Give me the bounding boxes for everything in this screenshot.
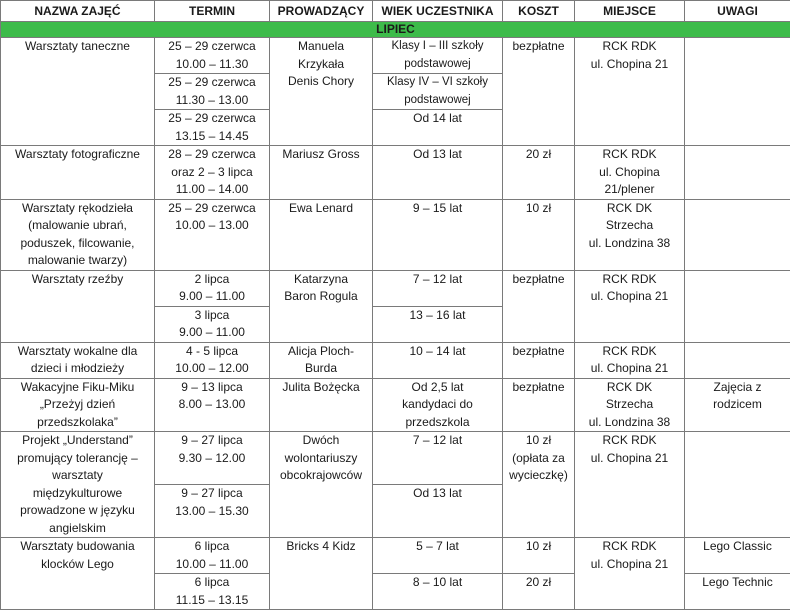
header-notes: UWAGI bbox=[685, 1, 790, 22]
header-term: TERMIN bbox=[155, 1, 270, 22]
cell-text-line: 3 lipca bbox=[157, 307, 267, 325]
cell-cost: bezpłatne bbox=[503, 270, 575, 342]
cell-age: 7 – 12 lat bbox=[373, 270, 503, 306]
cell-text-line: poduszek, filcowanie, bbox=[3, 235, 152, 253]
cell-term bbox=[155, 574, 270, 610]
cell-text-line: 11.15 – 13.15 bbox=[157, 592, 267, 610]
cell-text-line: 9 – 27 lipca bbox=[157, 485, 267, 503]
cell-place bbox=[575, 146, 685, 200]
cell-age bbox=[373, 74, 503, 110]
cell-text-line: RCK RDK bbox=[577, 146, 682, 164]
cell-term bbox=[155, 432, 270, 485]
cell-text-line: klocków Lego bbox=[3, 556, 152, 574]
table-row bbox=[1, 38, 790, 74]
cell-text-line: 25 – 29 czerwca bbox=[157, 200, 267, 218]
cell-text-line: kandydaci do bbox=[375, 396, 500, 414]
cell-text-line: RCK RDK bbox=[577, 538, 682, 556]
cell-age bbox=[373, 38, 503, 74]
table-row bbox=[1, 146, 790, 200]
table-row bbox=[1, 270, 790, 306]
cell-text-line: 6 lipca bbox=[157, 574, 267, 592]
cell-text-line: RCK DK bbox=[577, 200, 682, 218]
header-age: WIEK UCZESTNIKA bbox=[373, 1, 503, 22]
cell-place bbox=[575, 538, 685, 610]
cell-cost: bezpłatne bbox=[503, 378, 575, 432]
cell-text-line: ul. Chopina 21 bbox=[577, 288, 682, 306]
cell-text-line: 9.30 – 12.00 bbox=[157, 450, 267, 468]
cell-text-line: RCK RDK bbox=[577, 343, 682, 361]
cell-term bbox=[155, 538, 270, 574]
cell-text-line: 8.00 – 13.00 bbox=[157, 396, 267, 414]
month-row bbox=[1, 22, 790, 38]
cell-text-line: ul. Chopina 21 bbox=[577, 360, 682, 378]
cell-text-line: 11.30 – 13.00 bbox=[157, 92, 267, 110]
cell-cost: 10 zł bbox=[503, 538, 575, 574]
cell-notes bbox=[685, 432, 790, 538]
cell-text-line: 28 – 29 czerwca bbox=[157, 146, 267, 164]
cell-term bbox=[155, 342, 270, 378]
cell-lead: Julita Bożęcka bbox=[270, 378, 373, 432]
cell-text-line: RCK RDK bbox=[577, 432, 682, 450]
cell-text-line: Wakacyjne Fiku-Miku bbox=[3, 379, 152, 397]
cell-place bbox=[575, 432, 685, 538]
cell-text-line: „Przeżyj dzień bbox=[3, 396, 152, 414]
cell-age: 9 – 15 lat bbox=[373, 199, 503, 270]
cell-text-line: (malowanie ubrań, bbox=[3, 217, 152, 235]
cell-age: Od 13 lat bbox=[373, 485, 503, 538]
cell-text-line: Warsztaty taneczne bbox=[3, 38, 152, 56]
cell-text-line: ul. Chopina 21 bbox=[577, 450, 682, 468]
cell-lead bbox=[270, 342, 373, 378]
cell-notes bbox=[685, 38, 790, 146]
cell-text-line: 6 lipca bbox=[157, 538, 267, 556]
cell-text-line: Alicja Ploch- bbox=[272, 343, 370, 361]
cell-text-line: 10 zł bbox=[505, 432, 572, 450]
cell-text-line: 21/plener bbox=[577, 181, 682, 199]
cell-lead: Bricks 4 Kidz bbox=[270, 538, 373, 610]
cell-text-line: 25 – 29 czerwca bbox=[157, 74, 267, 92]
cell-notes: Lego Technic bbox=[685, 574, 790, 610]
cell-term bbox=[155, 74, 270, 110]
cell-cost: bezpłatne bbox=[503, 38, 575, 146]
cell-place bbox=[575, 270, 685, 342]
cell-notes bbox=[685, 270, 790, 342]
header-place: MIEJSCE bbox=[575, 1, 685, 22]
cell-text-line: malowanie twarzy) bbox=[3, 252, 152, 270]
cell-text-line: ul. Londzina 38 bbox=[577, 235, 682, 253]
cell-text-line: 9.00 – 11.00 bbox=[157, 288, 267, 306]
header-row bbox=[1, 1, 790, 22]
table-row bbox=[1, 199, 790, 270]
cell-age: 5 – 7 lat bbox=[373, 538, 503, 574]
cell-notes bbox=[685, 146, 790, 200]
cell-text-line: Burda bbox=[272, 360, 370, 378]
cell-text-line: 25 – 29 czerwca bbox=[157, 38, 267, 56]
cell-cost bbox=[503, 432, 575, 538]
cell-text-line: angielskim bbox=[3, 520, 152, 538]
cell-lead: Ewa Lenard bbox=[270, 199, 373, 270]
cell-term bbox=[155, 270, 270, 306]
cell-text-line: (opłata za bbox=[505, 450, 572, 468]
cell-name bbox=[1, 342, 155, 378]
cell-text-line: Od 2,5 lat bbox=[375, 379, 500, 397]
cell-age: 8 – 10 lat bbox=[373, 574, 503, 610]
cell-text-line: przedszkola bbox=[375, 414, 500, 432]
cell-name: Warsztaty fotograficzne bbox=[1, 146, 155, 200]
table-row bbox=[1, 538, 790, 574]
cell-text-line: Zajęcia z bbox=[687, 379, 788, 397]
cell-text-line: podstawowej bbox=[375, 92, 500, 110]
cell-text-line: 2 lipca bbox=[157, 271, 267, 289]
table-row bbox=[1, 432, 790, 485]
cell-age: 7 – 12 lat bbox=[373, 432, 503, 485]
cell-text-line: Katarzyna bbox=[272, 271, 370, 289]
cell-name bbox=[1, 38, 155, 146]
cell-term bbox=[155, 485, 270, 538]
cell-text-line: 13.00 – 15.30 bbox=[157, 503, 267, 521]
cell-text-line: Baron Rogula bbox=[272, 288, 370, 306]
cell-text-line: obcokrajowców bbox=[272, 467, 370, 485]
cell-text-line: ul. Chopina bbox=[577, 164, 682, 182]
cell-cost: 20 zł bbox=[503, 146, 575, 200]
cell-text-line: Warsztaty budowania bbox=[3, 538, 152, 556]
table-row bbox=[1, 342, 790, 378]
cell-text-line: 10.00 – 12.00 bbox=[157, 360, 267, 378]
cell-text-line: rodzicem bbox=[687, 396, 788, 414]
cell-text-line: Klasy IV – VI szkoły bbox=[375, 74, 500, 92]
cell-text-line: 9.00 – 11.00 bbox=[157, 324, 267, 342]
cell-text-line: Denis Chory bbox=[272, 73, 370, 91]
cell-text-line: 4 - 5 lipca bbox=[157, 343, 267, 361]
cell-lead bbox=[270, 270, 373, 342]
header-name: NAZWA ZAJĘĆ bbox=[1, 1, 155, 22]
cell-text-line: prowadzone w języku bbox=[3, 502, 152, 520]
cell-text-line: oraz 2 – 3 lipca bbox=[157, 164, 267, 182]
cell-age bbox=[373, 378, 503, 432]
cell-term bbox=[155, 378, 270, 432]
cell-name bbox=[1, 538, 155, 610]
cell-text-line: wycieczkę) bbox=[505, 467, 572, 485]
cell-notes bbox=[685, 342, 790, 378]
cell-name bbox=[1, 378, 155, 432]
cell-age: Od 13 lat bbox=[373, 146, 503, 200]
cell-text-line: międzykulturowe bbox=[3, 485, 152, 503]
cell-name: Warsztaty rzeźby bbox=[1, 270, 155, 342]
cell-text-line: 10.00 – 11.00 bbox=[157, 556, 267, 574]
cell-cost: bezpłatne bbox=[503, 342, 575, 378]
cell-cost: 10 zł bbox=[503, 199, 575, 270]
cell-text-line: Warsztaty wokalne dla bbox=[3, 343, 152, 361]
cell-age: 10 – 14 lat bbox=[373, 342, 503, 378]
cell-cost: 20 zł bbox=[503, 574, 575, 610]
cell-text-line: Dwóch bbox=[272, 432, 370, 450]
cell-text-line: RCK DK bbox=[577, 379, 682, 397]
cell-text-line: dzieci i młodzieży bbox=[3, 360, 152, 378]
cell-text-line: RCK RDK bbox=[577, 38, 682, 56]
cell-text-line: podstawowej bbox=[375, 56, 500, 74]
cell-notes: Lego Classic bbox=[685, 538, 790, 574]
cell-notes bbox=[685, 378, 790, 432]
cell-text-line: 9 – 13 lipca bbox=[157, 379, 267, 397]
cell-term bbox=[155, 110, 270, 146]
cell-text-line: 10.00 – 13.00 bbox=[157, 217, 267, 235]
cell-text-line: Projekt „Understand” bbox=[3, 432, 152, 450]
cell-text-line: 10.00 – 11.30 bbox=[157, 56, 267, 74]
cell-text-line: Manuela bbox=[272, 38, 370, 56]
cell-text-line: 25 – 29 czerwca bbox=[157, 110, 267, 128]
cell-text-line: Warsztaty rękodzieła bbox=[3, 200, 152, 218]
month-label: LIPIEC bbox=[1, 22, 790, 38]
cell-lead: Mariusz Gross bbox=[270, 146, 373, 200]
cell-place bbox=[575, 378, 685, 432]
cell-text-line: Strzecha bbox=[577, 396, 682, 414]
cell-age: Od 14 lat bbox=[373, 110, 503, 146]
cell-name bbox=[1, 432, 155, 538]
cell-text-line: Strzecha bbox=[577, 217, 682, 235]
cell-text-line: przedszkolaka” bbox=[3, 414, 152, 432]
cell-text-line: RCK RDK bbox=[577, 271, 682, 289]
cell-text-line: ul. Londzina 38 bbox=[577, 414, 682, 432]
cell-term bbox=[155, 146, 270, 200]
cell-text-line: 11.00 – 14.00 bbox=[157, 181, 267, 199]
header-lead: PROWADZĄCY bbox=[270, 1, 373, 22]
cell-text-line: promujący tolerancję – bbox=[3, 450, 152, 468]
cell-term bbox=[155, 199, 270, 270]
cell-text-line: 13.15 – 14.45 bbox=[157, 128, 267, 146]
table-row bbox=[1, 378, 790, 432]
cell-text-line: 9 – 27 lipca bbox=[157, 432, 267, 450]
cell-place bbox=[575, 38, 685, 146]
cell-name bbox=[1, 199, 155, 270]
cell-lead bbox=[270, 432, 373, 538]
cell-age: 13 – 16 lat bbox=[373, 306, 503, 342]
cell-text-line: ul. Chopina 21 bbox=[577, 56, 682, 74]
cell-text-line: Krzykała bbox=[272, 56, 370, 74]
cell-notes bbox=[685, 199, 790, 270]
header-cost: KOSZT bbox=[503, 1, 575, 22]
cell-term bbox=[155, 38, 270, 74]
cell-place bbox=[575, 342, 685, 378]
cell-text-line: warsztaty bbox=[3, 467, 152, 485]
cell-lead bbox=[270, 38, 373, 146]
cell-place bbox=[575, 199, 685, 270]
cell-text-line: ul. Chopina 21 bbox=[577, 556, 682, 574]
cell-term bbox=[155, 306, 270, 342]
cell-text-line: Klasy I – III szkoły bbox=[375, 38, 500, 56]
cell-text-line: wolontariuszy bbox=[272, 450, 370, 468]
